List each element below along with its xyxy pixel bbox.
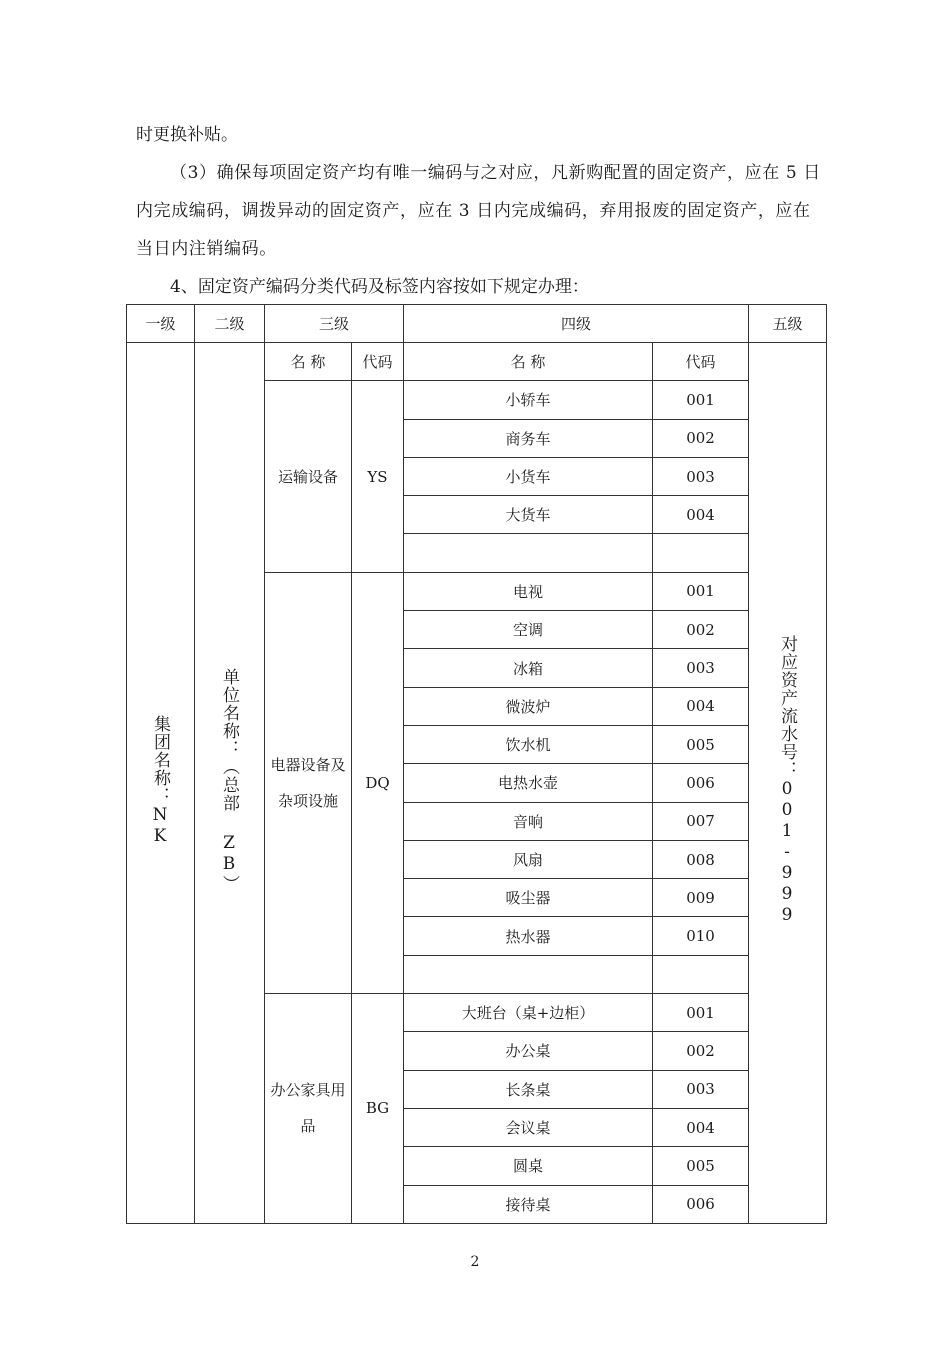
item-code: 006	[653, 764, 749, 802]
item-code: 004	[653, 1108, 749, 1146]
item-code: 007	[653, 802, 749, 840]
item-name: 饮水机	[404, 725, 653, 763]
asset-code-table	[126, 304, 827, 1224]
item-code: 005	[653, 725, 749, 763]
paragraph-item-4: 4、固定资产编码分类代码及标签内容按如下规定办理：	[170, 277, 589, 297]
level5-text: 对应资产流水号：001-999	[777, 635, 798, 927]
item-code: 002	[653, 611, 749, 649]
item-code: 008	[653, 840, 749, 878]
item-name: 长条桌	[404, 1070, 653, 1108]
item-name: 大班台（桌+边柜）	[404, 994, 653, 1032]
level2-cell	[195, 343, 265, 1224]
item-name: 风扇	[404, 840, 653, 878]
paragraph-item-3: （3）确保每项固定资产均有唯一编码与之对应，凡新购配置的固定资产，应在 5 日内完成编码，调拨异动的固定资产，应在 3 日内完成编码，弃用报废的固定资产，应在当日内注销编码。	[136, 163, 821, 259]
header-level2: 二级	[195, 305, 265, 343]
level5-cell	[749, 343, 827, 1224]
subheader-code3: 代码	[352, 343, 404, 381]
item-name: 会议桌	[404, 1108, 653, 1146]
item-code: 003	[653, 1070, 749, 1108]
category-name: 运输设备	[265, 381, 352, 572]
subheader-name3: 名 称	[265, 343, 352, 381]
item-name: 电视	[404, 572, 653, 610]
level2-text: 单位名称：（总部 ZB）	[219, 668, 239, 894]
item-code: 002	[653, 419, 749, 457]
item-code: 004	[653, 496, 749, 534]
item-name: 冰箱	[404, 649, 653, 687]
page-number: 2	[470, 1254, 480, 1270]
item-name: 小轿车	[404, 381, 653, 419]
item-code: 010	[653, 917, 749, 955]
item-name: 空调	[404, 611, 653, 649]
item-name: 热水器	[404, 917, 653, 955]
subheader-name4: 名 称	[404, 343, 653, 381]
item-code: 001	[653, 381, 749, 419]
category-code: YS	[352, 381, 404, 572]
item-name: 商务车	[404, 419, 653, 457]
level1-cell	[127, 343, 195, 1224]
item-code: 003	[653, 649, 749, 687]
item-name: 接待桌	[404, 1185, 653, 1223]
item-name: 圆桌	[404, 1147, 653, 1185]
item-code: 004	[653, 687, 749, 725]
item-code: 003	[653, 457, 749, 495]
paragraph-continuation: 时更换补贴。	[136, 125, 238, 145]
item-name	[404, 534, 653, 572]
table-header-row	[127, 305, 827, 343]
subheader-code4: 代码	[653, 343, 749, 381]
item-code	[653, 955, 749, 993]
item-name: 音响	[404, 802, 653, 840]
item-name: 大货车	[404, 496, 653, 534]
item-code: 002	[653, 1032, 749, 1070]
category-name: 办公家具用品	[265, 994, 352, 1224]
item-code: 009	[653, 879, 749, 917]
item-code: 001	[653, 572, 749, 610]
header-level4: 四级	[404, 305, 749, 343]
table-subheader-row	[127, 343, 827, 381]
item-name: 办公桌	[404, 1032, 653, 1070]
level1-text: 集团名称：NK	[150, 714, 170, 847]
item-code: 005	[653, 1147, 749, 1185]
item-name: 微波炉	[404, 687, 653, 725]
item-code: 001	[653, 994, 749, 1032]
header-level3: 三级	[265, 305, 404, 343]
category-code: DQ	[352, 572, 404, 993]
category-name: 电器设备及杂项设施	[265, 572, 352, 993]
header-level5: 五级	[749, 305, 827, 343]
item-name	[404, 955, 653, 993]
item-code	[653, 534, 749, 572]
category-code: BG	[352, 994, 404, 1224]
item-name: 电热水壶	[404, 764, 653, 802]
item-name: 吸尘器	[404, 879, 653, 917]
item-code: 006	[653, 1185, 749, 1223]
header-level1: 一级	[127, 305, 195, 343]
item-name: 小货车	[404, 457, 653, 495]
